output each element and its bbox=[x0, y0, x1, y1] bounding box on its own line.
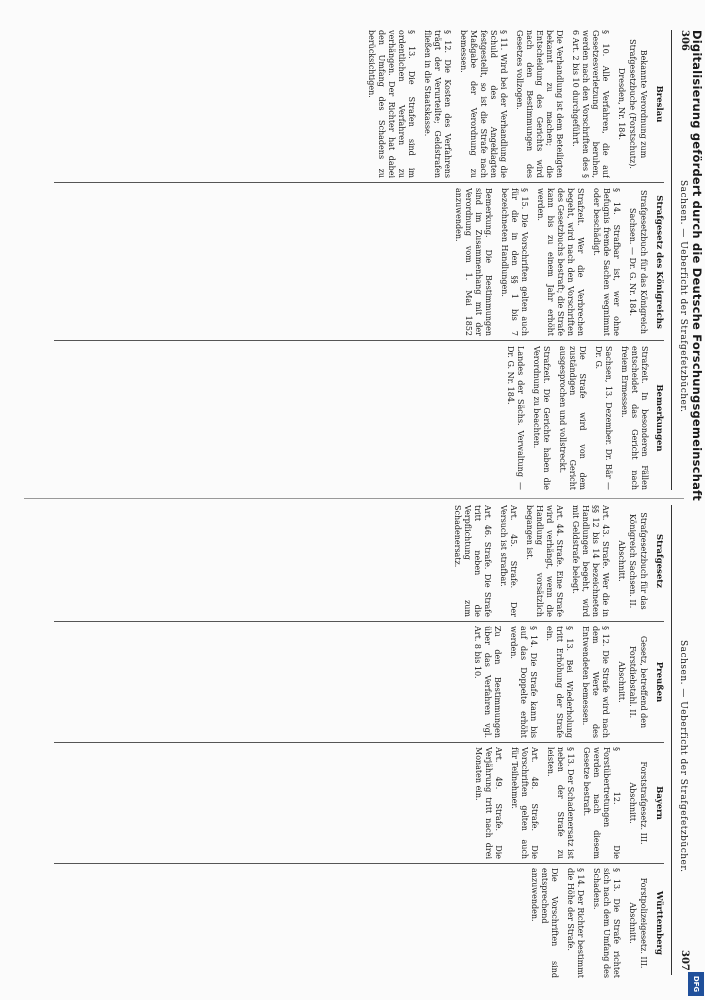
column-head: Strafgesetz bbox=[654, 533, 664, 588]
paragraph: Die Vorschriften sind entsprechend anzuwenden. bbox=[530, 868, 559, 978]
paragraph: Strafzeit. In besonderen Fällen entscheidet das Gericht nach freiem Ermessen. bbox=[620, 346, 649, 490]
column-head: Preußen bbox=[654, 661, 664, 703]
column-subhead: Forstpolizeigesetz. III. Abschnitt. bbox=[628, 877, 648, 969]
column-divider bbox=[54, 340, 664, 341]
paragraph: § 14. Strafbar ist, wer ohne Befugnis fremde Sachen wegnimmt oder beschädigt. bbox=[592, 188, 621, 336]
paragraph: § 13. Der Schadenersatz ist neben der Strafe zu leisten. bbox=[546, 747, 575, 859]
right-page-number: 307 bbox=[679, 950, 690, 971]
paragraph: § 12. Die Strafe wird nach dem Werte des Entwendeten bemessen. bbox=[581, 626, 610, 738]
left-column-3 bbox=[44, 346, 664, 490]
paragraph: § 14. Die Strafe kann bis auf das Doppelte erhöht werden. bbox=[509, 626, 538, 738]
paragraph: Strafzeit. Die Gerichte haben die Verordnung zu beachten. bbox=[532, 346, 551, 490]
column-head: Breslau bbox=[654, 85, 664, 123]
paragraph: Strafzeit. Wer die Verbrechen begeht, wird nach den Vorschriften des Gesetzbuchs bestraft; die Strafe kann bis zu einem Jahr erhöht werden. bbox=[536, 188, 585, 336]
right-top-rule bbox=[671, 505, 672, 975]
left-page-number: 306 bbox=[679, 30, 690, 51]
right-running-head: Sachsen. — Ueberficht der Strafgefetzbücher. bbox=[678, 640, 688, 873]
dfg-logo bbox=[688, 972, 704, 996]
dfg-banner-text: Digitalisierung gefördert durch die Deutsche Forschungsgemeinschaft bbox=[690, 30, 704, 501]
column-head: Strafgesetz des Königreichs bbox=[654, 195, 664, 329]
paragraph: § 12. Die Forstübertretungen werden nach diesem Gesetze bestraft. bbox=[582, 747, 621, 859]
paragraph: Art. 44. Strafe. Eine Strafe wird verhängt, wenn die Handlung vorsätzlich begangen ist. bbox=[525, 505, 564, 617]
left-column-2 bbox=[44, 188, 664, 336]
paragraph: Art. 49. Strafe. Die Verjährung tritt nach drei Monaten ein. bbox=[474, 747, 503, 859]
paragraph: Bemerkung. Die Bestimmungen sind im Zusammenhang mit der Verordnung vom 1. Mai 1852 anzuwenden. bbox=[454, 188, 493, 336]
column-head: Bayern bbox=[654, 786, 664, 820]
left-running-head: Sachsen. — Ueberficht der Strafgefetzbücher. bbox=[678, 180, 688, 413]
column-subhead: Bekannte Verordnung zum Strafgesetzbuche (Forstschutz). Dresden, Nr. 184. bbox=[617, 39, 648, 169]
column-divider bbox=[54, 742, 664, 743]
paragraph: Sachsen, 13. Dezember. Dr. Bär — Dr. G. bbox=[594, 346, 613, 490]
right-column-2 bbox=[44, 626, 664, 738]
column-divider bbox=[54, 863, 664, 864]
paragraph: § 12. Die Kosten des Verfahrens trägt der Verurteilte; Geldstrafen fließen in die Staatskasse. bbox=[423, 30, 452, 178]
left-top-rule bbox=[671, 30, 672, 490]
dfg-logo-text: DFG bbox=[692, 975, 700, 993]
dfg-banner bbox=[690, 30, 702, 970]
paragraph: § 13. Die Strafen sind im ordentlichen Verfahren zu verhängen. Der Richter hat dabei den Umfang des Schadens zu berücksichtigen. bbox=[367, 30, 416, 178]
gutter bbox=[24, 498, 684, 499]
left-column-1 bbox=[44, 30, 664, 178]
column-divider bbox=[54, 182, 664, 183]
right-column-4 bbox=[44, 868, 664, 978]
paragraph: Art. 46. Strafe. Die Strafe tritt neben die Verpflichtung zum Schadenersatz. bbox=[453, 505, 492, 617]
paragraph: § 13. Die Strafe richtet sich nach dem Umfang des Schadens. bbox=[592, 868, 621, 978]
right-column-3 bbox=[44, 747, 664, 859]
paragraph: Landes der Sächs. Verwaltung — Dr. G. Nr. 184. bbox=[506, 346, 525, 490]
right-column-1 bbox=[44, 505, 664, 617]
paragraph: § 13. Bei Wiederholung tritt Erhöhung der Strafe ein. bbox=[545, 626, 574, 738]
column-subhead: Strafgesetzbuch für das Königreich Sachsen. — Dr. G. Nr. 184. bbox=[628, 189, 648, 334]
paragraph: Art. 48. Strafe. Die Vorschriften gelten auch für Teilnehmer. bbox=[510, 747, 539, 859]
paragraph: Die Strafe wird von dem zuständigen Gericht ausgesprochen und vollstreckt. bbox=[558, 346, 587, 490]
paragraph: § 10. Alle Verfahren, die auf Gesetzesverletzung beruhen, werden nach den Vorschriften des § 6 Art. 2 bis 10 durchgeführt. bbox=[571, 30, 610, 178]
paragraph: § 11. Wird bei der Verhandlung die Schuld des Angeklagten festgestellt, so ist die Strafe nach Maßgabe der Verordnung zu bemessen. bbox=[459, 30, 508, 178]
paragraph: Art. 43. Strafe. Wer die in §§ 12 bis 14 bezeichneten Handlungen begeht, wird mit Geldstrafe belegt. bbox=[571, 505, 610, 617]
column-head: Bemerkungen bbox=[654, 384, 664, 452]
paragraph: § 14. Der Richter bestimmt die Höhe der Strafe. bbox=[566, 868, 585, 978]
paragraph: Art. 45. Strafe. Der Versuch ist strafbar. bbox=[499, 505, 518, 617]
column-subhead: Gesetz, betreffend den Forstdiebstahl. II. Abschnitt. bbox=[617, 635, 648, 729]
column-divider bbox=[54, 621, 664, 622]
paragraph: Die Verhandlung ist dem Beteiligten bekannt zu machen; die Entscheidung des Gerichts wird nach den Bestimmungen des Gesetzes vollzogen. bbox=[515, 30, 564, 178]
paragraph: § 15. Die Vorschriften gelten auch für die in den §§ 1 bis 7 bezeichneten Handlungen. bbox=[500, 188, 529, 336]
paragraph: Zu den Bestimmungen über das Verfahren vgl. Art. 8 bis 10. bbox=[473, 626, 502, 738]
column-head: Württemberg bbox=[654, 891, 664, 955]
column-subhead: Strafgesetzbuch für das Königreich Sachsen. II. Abschnitt. bbox=[617, 512, 648, 610]
column-subhead: Forststrafgesetz. III. Abschnitt. bbox=[628, 761, 648, 845]
